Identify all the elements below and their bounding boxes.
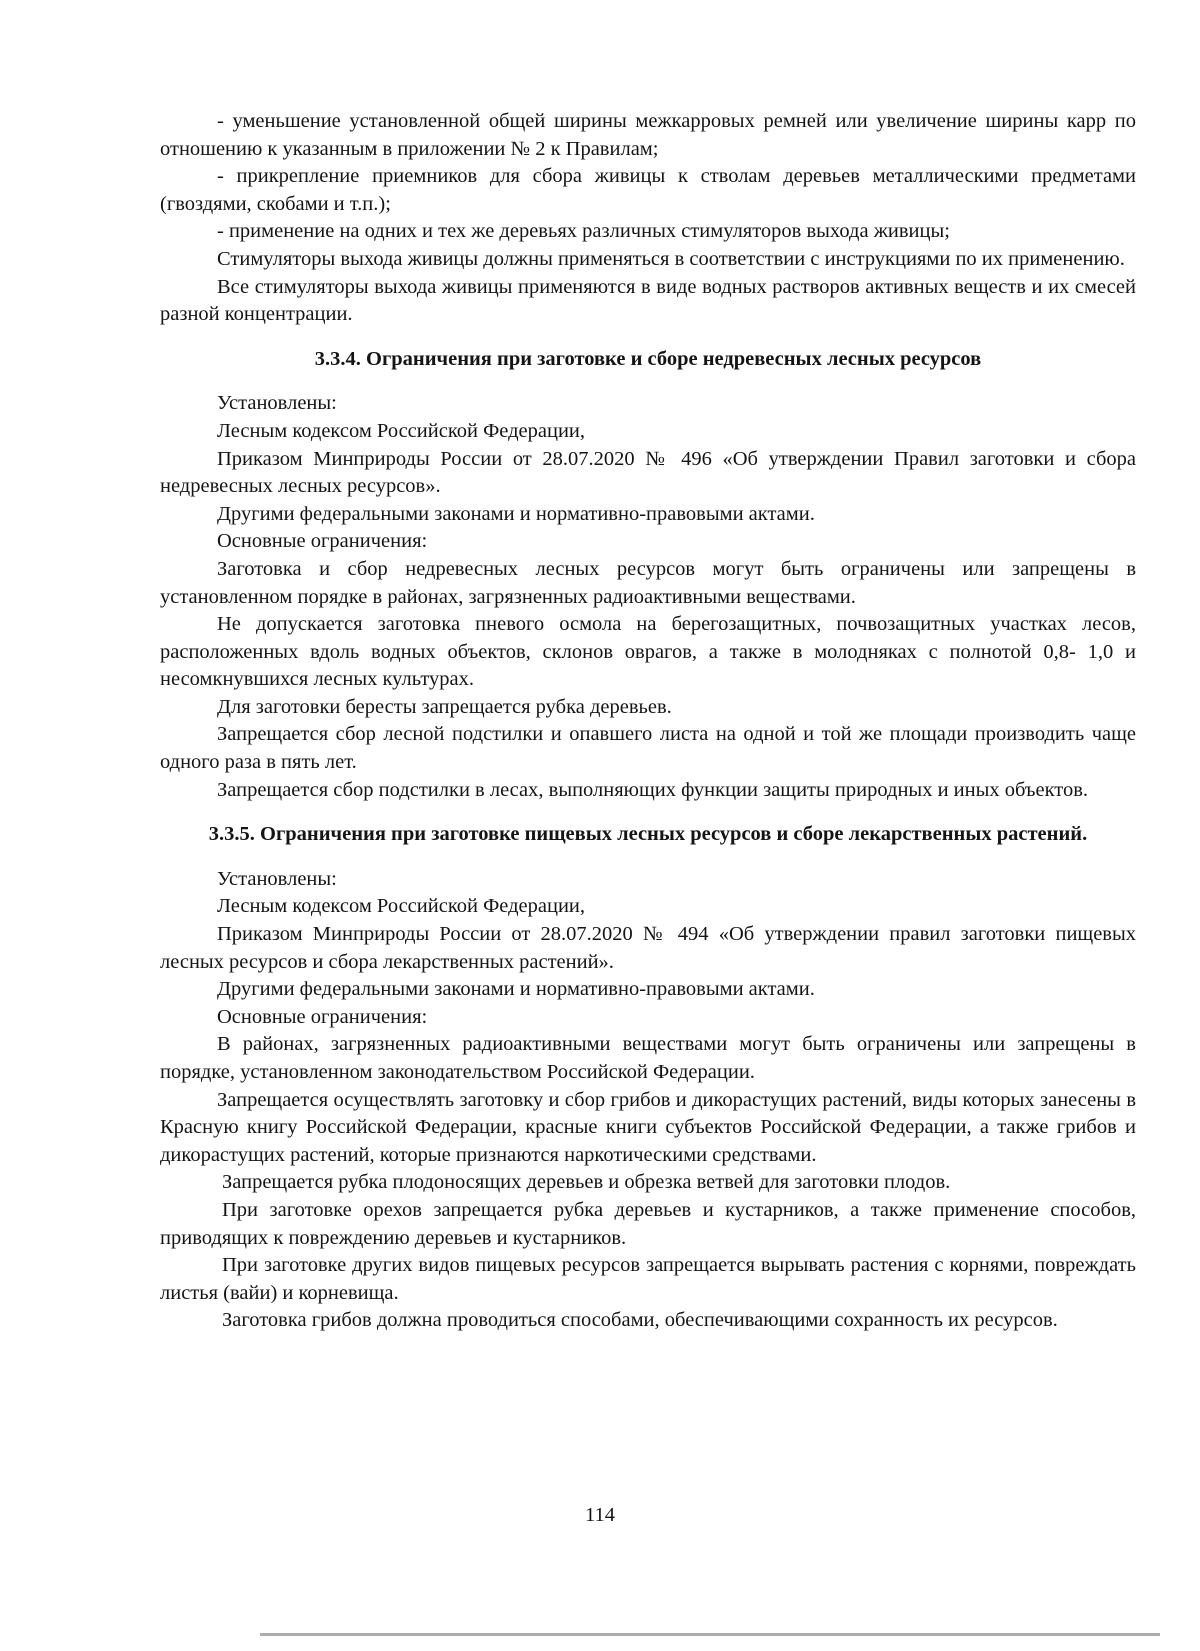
paragraph: Другими федеральными законами и нормативно-правовыми актами. [217, 978, 815, 1001]
paragraph: Стимуляторы выхода живицы должны применяться в соответствии с инструкциями по их применению. [217, 247, 1125, 270]
paragraph: Запрещается сбор лесной подстилки и опавшего листа на одной и той же площади производить чаще одного раза в пять лет. [160, 723, 1136, 774]
paragraph: Основные ограничения: [217, 1005, 428, 1028]
paragraph: Запрещается рубка плодоносящих деревьев и обрезка ветвей для заготовки плодов. [222, 1171, 951, 1194]
paragraph: Запрещается сбор подстилки в лесах, выполняющих функции защиты природных и иных объектов. [217, 778, 1089, 801]
paragraph: Приказом Минприроды России от 28.07.2020 № 494 «Об утверждении правил заготовки пищевых лесных ресурсов и сбора лекарственных растений». [160, 923, 1136, 973]
paragraph: Лесным кодексом Российской Федерации, [217, 895, 586, 918]
document-page [160, 108, 1136, 1335]
paragraph: При заготовке других видов пищевых ресурсов запрещается вырывать растения с корнями, повреждать листья (вайи) и корневища. [160, 1254, 1136, 1304]
paragraph: Установлены: [217, 392, 337, 415]
section-heading-3-3-4: 3.3.4. Ограничения при заготовке и сборе недревесных лесных ресурсов [314, 347, 982, 370]
scan-edge-line [260, 1633, 1160, 1636]
paragraph: - применение на одних и тех же деревьях различных стимуляторов выхода живицы; [217, 220, 950, 243]
paragraph: - прикрепление приемников для сбора живицы к стволам деревьев металлическими предметами (гвоздями, скобами и т.п.); [160, 165, 1136, 215]
paragraph: Лесным кодексом Российской Федерации, [217, 419, 586, 442]
paragraph: Приказом Минприроды России от 28.07.2020 № 496 «Об утверждении Правил заготовки и сбора недревесных лесных ресурсов». [160, 447, 1136, 498]
paragraph: - уменьшение установленной общей ширины межкарровых ремней или увеличение ширины карр по отношению к указанным в приложении № 2 к Правилам; [160, 110, 1136, 160]
paragraph: Все стимуляторы выхода живицы применяются в виде водных растворов активных веществ и их смесей разной концентрации. [160, 275, 1136, 326]
paragraph: При заготовке орехов запрещается рубка деревьев и кустарников, а также применение способов, приводящих к повреждению деревьев и кустарников. [160, 1198, 1136, 1249]
paragraph: В районах, загрязненных радиоактивными веществами могут быть ограничены или запрещены в порядке, установленном законодательством Российской Федерации. [160, 1033, 1136, 1083]
paragraph: Запрещается осуществлять заготовку и сбор грибов и дикорастущих растений, виды которых занесены в Красную книгу Российской Федерации, красные книги субъектов Российской Федерации, а также грибов и дикорастущих растений, которые признаются наркотическими средствами. [160, 1088, 1136, 1166]
paragraph: Не допускается заготовка пневого осмола на берегозащитных, почвозащитных участках лесов, расположенных вдоль водных объектов, склонов оврагов, а также в молодняках с полнотой 0,8- 1,0 и несомкнувшихся лесных культурах. [160, 613, 1136, 691]
page-number: 114 [585, 1504, 615, 1526]
paragraph: Основные ограничения: [217, 530, 428, 553]
section-heading-3-3-5: 3.3.5. Ограничения при заготовке пищевых лесных ресурсов и сборе лекарственных растений. [208, 823, 1088, 846]
paragraph: Заготовка и сбор недревесных лесных ресурсов могут быть ограничены или запрещены в установленном порядке в районах, загрязненных радиоактивными веществами. [160, 557, 1136, 608]
paragraph: Другими федеральными законами и нормативно-правовыми актами. [217, 502, 815, 525]
paragraph: Для заготовки бересты запрещается рубка деревьев. [217, 695, 672, 718]
paragraph: Заготовка грибов должна проводиться способами, обеспечивающими сохранность их ресурсов. [222, 1309, 1058, 1332]
paragraph: Установлены: [217, 867, 337, 890]
